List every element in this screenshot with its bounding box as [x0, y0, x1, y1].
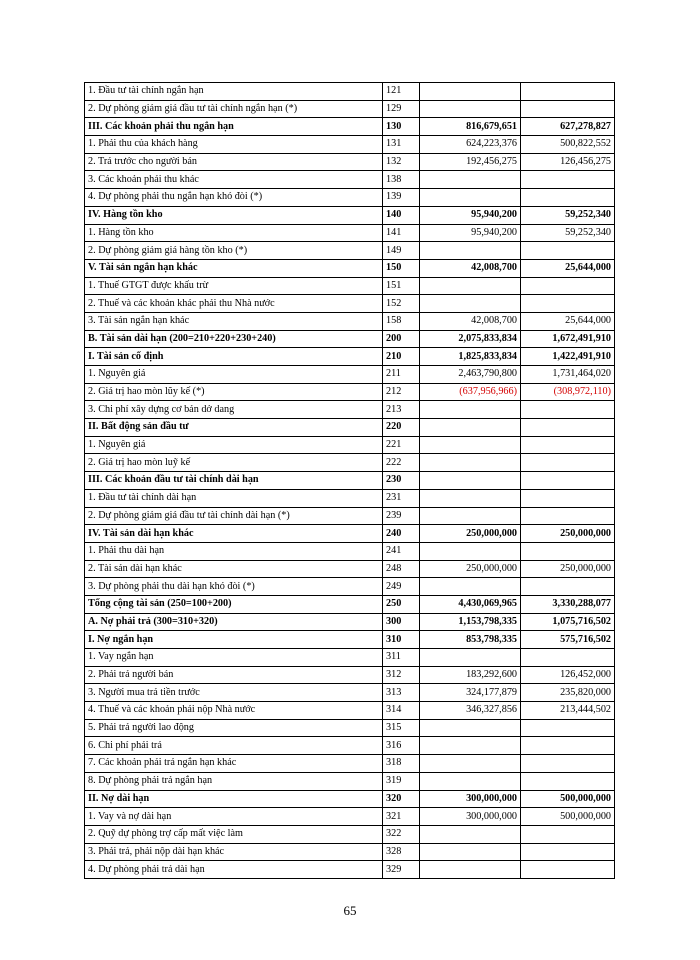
row-code: 230 [383, 472, 420, 490]
row-code: 312 [383, 666, 420, 684]
row-value-end-of-year: 4,430,069,965 [420, 595, 521, 613]
row-value-end-of-year [420, 295, 521, 313]
table-row [85, 702, 615, 720]
row-code: 220 [383, 419, 420, 437]
row-value-start-of-year: 3,330,288,077 [521, 595, 615, 613]
row-value-end-of-year [420, 649, 521, 667]
row-label: 5. Phải trả người lao động [85, 719, 383, 737]
row-label: 2. Dự phòng giảm giá hàng tồn kho (*) [85, 242, 383, 260]
row-value-start-of-year [521, 436, 615, 454]
row-value-start-of-year [521, 843, 615, 861]
row-value-end-of-year [420, 825, 521, 843]
table-row [85, 330, 615, 348]
row-value-end-of-year [420, 100, 521, 118]
row-value-end-of-year [420, 189, 521, 207]
table-row [85, 472, 615, 490]
row-value-end-of-year: 300,000,000 [420, 790, 521, 808]
table-row [85, 436, 615, 454]
row-code: 313 [383, 684, 420, 702]
table-row [85, 189, 615, 207]
table-row [85, 631, 615, 649]
row-code: 138 [383, 171, 420, 189]
table-row [85, 861, 615, 879]
table-row [85, 772, 615, 790]
table-row [85, 83, 615, 101]
row-value-start-of-year: 1,672,491,910 [521, 330, 615, 348]
row-value-start-of-year [521, 189, 615, 207]
row-value-start-of-year [521, 454, 615, 472]
row-label: 2. Giá trị hao mòn lũy kế (*) [85, 383, 383, 401]
balance-sheet-body [85, 83, 615, 879]
row-code: 221 [383, 436, 420, 454]
row-label: III. Các khoản đầu tư tài chính dài hạn [85, 472, 383, 490]
row-code: 121 [383, 83, 420, 101]
row-value-end-of-year: 853,798,335 [420, 631, 521, 649]
row-value-end-of-year: 2,463,790,800 [420, 366, 521, 384]
row-code: 248 [383, 560, 420, 578]
row-value-end-of-year [420, 401, 521, 419]
row-code: 320 [383, 790, 420, 808]
table-row [85, 578, 615, 596]
row-code: 231 [383, 489, 420, 507]
row-code: 150 [383, 259, 420, 277]
row-value-start-of-year [521, 100, 615, 118]
row-code: 213 [383, 401, 420, 419]
row-code: 131 [383, 136, 420, 154]
row-value-start-of-year: (308,972,110) [521, 383, 615, 401]
row-label: A. Nợ phải trả (300=310+320) [85, 613, 383, 631]
row-label: V. Tài sản ngắn hạn khác [85, 259, 383, 277]
row-value-start-of-year [521, 401, 615, 419]
row-code: 212 [383, 383, 420, 401]
row-value-end-of-year [420, 737, 521, 755]
row-value-start-of-year: 250,000,000 [521, 560, 615, 578]
row-value-end-of-year: 300,000,000 [420, 808, 521, 826]
row-code: 139 [383, 189, 420, 207]
table-row [85, 595, 615, 613]
row-value-start-of-year: 500,822,552 [521, 136, 615, 154]
row-label: 3. Tài sản ngắn hạn khác [85, 312, 383, 330]
row-label: 1. Nguyên giá [85, 366, 383, 384]
row-value-end-of-year: 2,075,833,834 [420, 330, 521, 348]
table-row [85, 136, 615, 154]
row-label: 2. Quỹ dự phòng trợ cấp mất việc làm [85, 825, 383, 843]
row-value-start-of-year: 1,731,464,020 [521, 366, 615, 384]
row-value-start-of-year: 500,000,000 [521, 808, 615, 826]
table-row [85, 719, 615, 737]
row-code: 158 [383, 312, 420, 330]
table-row [85, 401, 615, 419]
row-label: 2. Thuế và các khoản khác phải thu Nhà nước [85, 295, 383, 313]
row-label: 2. Dự phòng giảm giá đầu tư tài chính dài hạn (*) [85, 507, 383, 525]
row-value-end-of-year [420, 719, 521, 737]
row-value-end-of-year: 42,008,700 [420, 312, 521, 330]
row-code: 318 [383, 755, 420, 773]
row-value-start-of-year [521, 507, 615, 525]
table-row [85, 419, 615, 437]
row-value-start-of-year: 1,422,491,910 [521, 348, 615, 366]
table-row [85, 259, 615, 277]
row-code: 140 [383, 206, 420, 224]
row-value-end-of-year [420, 861, 521, 879]
row-label: 6. Chi phí phải trả [85, 737, 383, 755]
row-value-end-of-year: 95,940,200 [420, 224, 521, 242]
row-value-end-of-year [420, 472, 521, 490]
row-code: 241 [383, 542, 420, 560]
row-label: 1. Đầu tư tài chính dài hạn [85, 489, 383, 507]
table-row [85, 171, 615, 189]
row-label: III. Các khoản phải thu ngắn hạn [85, 118, 383, 136]
row-label: IV. Hàng tồn kho [85, 206, 383, 224]
row-code: 322 [383, 825, 420, 843]
row-code: 152 [383, 295, 420, 313]
row-value-end-of-year: 624,223,376 [420, 136, 521, 154]
row-value-start-of-year [521, 719, 615, 737]
table-row [85, 560, 615, 578]
row-value-end-of-year [420, 83, 521, 101]
row-code: 129 [383, 100, 420, 118]
row-label: 1. Đầu tư tài chính ngắn hạn [85, 83, 383, 101]
row-value-start-of-year: 25,644,000 [521, 312, 615, 330]
table-row [85, 100, 615, 118]
row-value-start-of-year: 59,252,340 [521, 206, 615, 224]
row-value-end-of-year [420, 277, 521, 295]
row-value-end-of-year [420, 171, 521, 189]
table-row [85, 684, 615, 702]
row-label: 3. Các khoản phải thu khác [85, 171, 383, 189]
row-value-end-of-year [420, 419, 521, 437]
table-row [85, 843, 615, 861]
row-value-start-of-year: 126,456,275 [521, 153, 615, 171]
table-row [85, 542, 615, 560]
table-row [85, 295, 615, 313]
table-row [85, 613, 615, 631]
row-code: 310 [383, 631, 420, 649]
table-row [85, 489, 615, 507]
table-row [85, 224, 615, 242]
row-code: 329 [383, 861, 420, 879]
row-code: 210 [383, 348, 420, 366]
row-value-start-of-year [521, 772, 615, 790]
row-value-end-of-year [420, 755, 521, 773]
row-value-start-of-year: 1,075,716,502 [521, 613, 615, 631]
row-label: 3. Phải trả, phải nộp dài hạn khác [85, 843, 383, 861]
row-value-start-of-year: 126,452,000 [521, 666, 615, 684]
row-label: 8. Dự phòng phải trả ngắn hạn [85, 772, 383, 790]
row-value-start-of-year [521, 649, 615, 667]
row-value-start-of-year [521, 542, 615, 560]
row-value-end-of-year [420, 489, 521, 507]
row-value-end-of-year [420, 772, 521, 790]
row-code: 211 [383, 366, 420, 384]
row-value-end-of-year: 346,327,856 [420, 702, 521, 720]
row-code: 311 [383, 649, 420, 667]
row-label: 2. Phải trả người bán [85, 666, 383, 684]
row-value-end-of-year [420, 542, 521, 560]
row-label: 3. Chi phí xây dựng cơ bản dở dang [85, 401, 383, 419]
row-label: 2. Trả trước cho người bán [85, 153, 383, 171]
table-row [85, 277, 615, 295]
table-row [85, 366, 615, 384]
row-code: 321 [383, 808, 420, 826]
row-value-start-of-year: 25,644,000 [521, 259, 615, 277]
row-value-end-of-year [420, 843, 521, 861]
balance-sheet-table [84, 82, 615, 879]
row-value-end-of-year: 1,825,833,834 [420, 348, 521, 366]
table-row [85, 649, 615, 667]
row-value-start-of-year [521, 83, 615, 101]
page-number: 65 [343, 903, 357, 918]
row-code: 200 [383, 330, 420, 348]
row-code: 319 [383, 772, 420, 790]
row-value-start-of-year: 575,716,502 [521, 631, 615, 649]
row-code: 315 [383, 719, 420, 737]
row-label: 1. Hàng tồn kho [85, 224, 383, 242]
row-label: 4. Thuế và các khoản phải nộp Nhà nước [85, 702, 383, 720]
row-label: 1. Phải thu dài hạn [85, 542, 383, 560]
row-label: Tổng cộng tài sản (250=100+200) [85, 595, 383, 613]
row-label: B. Tài sản dài hạn (200=210+220+230+240) [85, 330, 383, 348]
row-value-start-of-year: 250,000,000 [521, 525, 615, 543]
row-value-end-of-year [420, 454, 521, 472]
row-code: 250 [383, 595, 420, 613]
row-label: II. Nợ dài hạn [85, 790, 383, 808]
table-row [85, 312, 615, 330]
row-label: 4. Dự phòng phải trả dài hạn [85, 861, 383, 879]
row-label: IV. Tài sản dài hạn khác [85, 525, 383, 543]
row-code: 300 [383, 613, 420, 631]
table-row [85, 755, 615, 773]
row-label: 3. Người mua trả tiền trước [85, 684, 383, 702]
row-value-end-of-year: 1,153,798,335 [420, 613, 521, 631]
row-value-end-of-year: 816,679,651 [420, 118, 521, 136]
table-row [85, 790, 615, 808]
row-label: 1. Nguyên giá [85, 436, 383, 454]
row-label: 2. Giá trị hao mòn luỹ kế [85, 454, 383, 472]
row-code: 314 [383, 702, 420, 720]
row-value-start-of-year: 59,252,340 [521, 224, 615, 242]
row-code: 240 [383, 525, 420, 543]
row-value-start-of-year [521, 825, 615, 843]
row-value-start-of-year [521, 578, 615, 596]
row-code: 249 [383, 578, 420, 596]
row-value-start-of-year [521, 277, 615, 295]
row-value-end-of-year: 192,456,275 [420, 153, 521, 171]
row-value-start-of-year [521, 489, 615, 507]
row-value-end-of-year [420, 578, 521, 596]
row-label: 7. Các khoản phải trả ngắn hạn khác [85, 755, 383, 773]
row-value-end-of-year: 324,177,879 [420, 684, 521, 702]
table-row [85, 808, 615, 826]
table-row [85, 118, 615, 136]
row-value-start-of-year [521, 242, 615, 260]
table-row [85, 242, 615, 260]
row-label: 3. Dự phòng phải thu dài hạn khó đòi (*) [85, 578, 383, 596]
row-value-end-of-year: 250,000,000 [420, 525, 521, 543]
row-value-end-of-year: 183,292,600 [420, 666, 521, 684]
row-value-start-of-year: 235,820,000 [521, 684, 615, 702]
row-value-start-of-year [521, 737, 615, 755]
table-row [85, 348, 615, 366]
row-code: 222 [383, 454, 420, 472]
row-label: 4. Dự phòng phải thu ngắn hạn khó đòi (*) [85, 189, 383, 207]
row-code: 149 [383, 242, 420, 260]
row-code: 239 [383, 507, 420, 525]
row-value-end-of-year: 95,940,200 [420, 206, 521, 224]
row-code: 328 [383, 843, 420, 861]
row-value-start-of-year [521, 295, 615, 313]
table-row [85, 383, 615, 401]
row-value-start-of-year [521, 861, 615, 879]
table-row [85, 737, 615, 755]
row-label: 2. Tài sản dài hạn khác [85, 560, 383, 578]
row-label: II. Bất động sản đầu tư [85, 419, 383, 437]
row-label: 1. Phải thu của khách hàng [85, 136, 383, 154]
row-code: 130 [383, 118, 420, 136]
row-value-end-of-year [420, 242, 521, 260]
row-value-end-of-year: 250,000,000 [420, 560, 521, 578]
table-row [85, 153, 615, 171]
table-row [85, 825, 615, 843]
row-value-start-of-year: 500,000,000 [521, 790, 615, 808]
row-label: I. Tài sản cố định [85, 348, 383, 366]
row-value-end-of-year: (637,956,966) [420, 383, 521, 401]
table-row [85, 206, 615, 224]
row-value-end-of-year [420, 507, 521, 525]
row-label: I. Nợ ngắn hạn [85, 631, 383, 649]
row-value-start-of-year [521, 472, 615, 490]
row-label: 2. Dự phòng giảm giá đầu tư tài chính ngắn hạn (*) [85, 100, 383, 118]
row-value-end-of-year: 42,008,700 [420, 259, 521, 277]
row-value-start-of-year [521, 419, 615, 437]
table-row [85, 507, 615, 525]
table-row [85, 525, 615, 543]
row-value-start-of-year [521, 755, 615, 773]
row-code: 132 [383, 153, 420, 171]
row-value-start-of-year [521, 171, 615, 189]
row-value-end-of-year [420, 436, 521, 454]
row-code: 151 [383, 277, 420, 295]
row-value-start-of-year: 627,278,827 [521, 118, 615, 136]
row-value-start-of-year: 213,444,502 [521, 702, 615, 720]
table-row [85, 666, 615, 684]
row-label: 1. Vay và nợ dài hạn [85, 808, 383, 826]
row-code: 141 [383, 224, 420, 242]
table-row [85, 454, 615, 472]
row-label: 1. Vay ngắn hạn [85, 649, 383, 667]
row-label: 1. Thuế GTGT được khấu trừ [85, 277, 383, 295]
row-code: 316 [383, 737, 420, 755]
